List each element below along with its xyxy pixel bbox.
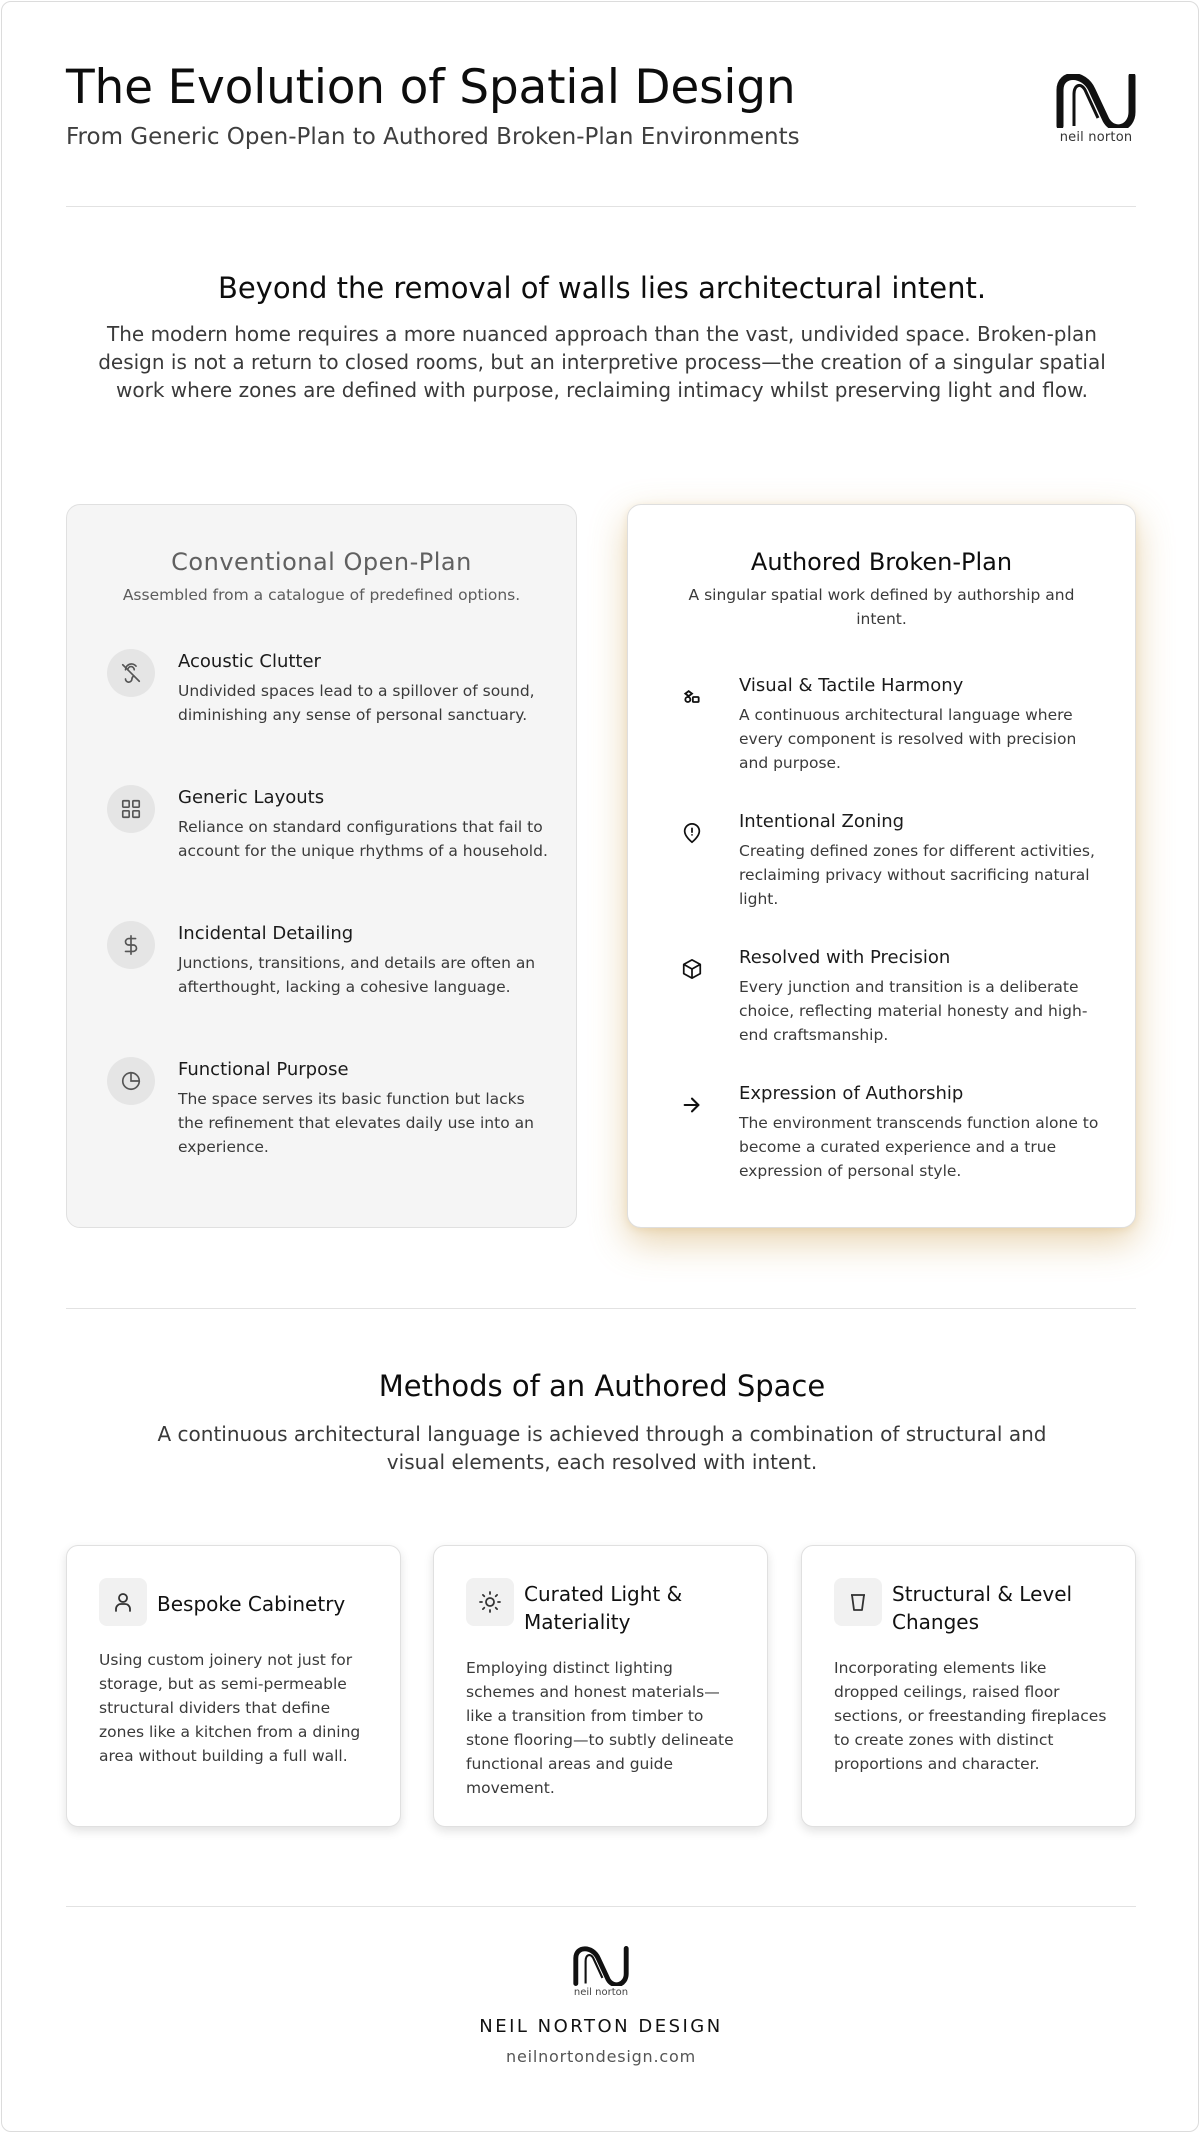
authored-broken-plan-card [627, 504, 1136, 1228]
feature-title: Resolved with Precision [739, 947, 951, 968]
nn-logo-mark-icon [573, 1946, 629, 1986]
brand-logo[interactable] [1056, 74, 1136, 145]
method-title: Curated Light & Materiality [524, 1582, 683, 1634]
feature-title: Functional Purpose [178, 1059, 349, 1080]
person-icon [99, 1578, 147, 1626]
feature-title: Visual & Tactile Harmony [739, 675, 964, 696]
feature-text: Junctions, transitions, and details are often an afterthought, lacking a cohesive language. [178, 954, 536, 996]
method-text: Using custom joinery not just for storage, but as semi-permeable structural dividers that define zones like a kitchen from a dining area without building a full wall. [99, 1651, 361, 1765]
pie-chart-icon [107, 1057, 155, 1105]
intro-body: The modern home requires a more nuanced approach than the vast, undivided space. Broken-plan design is not a return to closed rooms, but an interpretive process—the creation of a singular spatial work where zones are defined with purpose, reclaiming intimacy whilst preserving light and flow. [98, 322, 1106, 402]
footer [66, 1946, 1136, 2066]
divider [66, 1308, 1136, 1309]
card-subtitle: Assembled from a catalogue of predefined options. [122, 586, 521, 604]
page-card [1, 1, 1199, 2132]
divider [66, 206, 1136, 207]
cube-icon [668, 945, 716, 993]
nn-logo-mark-icon [1056, 74, 1136, 128]
feature-text: Undivided spaces lead to a spillover of sound, diminishing any sense of personal sanctuary. [178, 682, 535, 724]
feature-text: The space serves its basic function but lacks the refinement that elevates daily use into an experience. [178, 1090, 534, 1156]
feature-title: Expression of Authorship [739, 1083, 964, 1104]
methods-section [82, 1366, 1122, 1476]
arrow-right-icon [668, 1081, 716, 1129]
feature-title: Generic Layouts [178, 787, 325, 808]
feature-text: A continuous architectural language where every component is resolved with precision and purpose. [739, 706, 1077, 772]
logo-wordmark: neil norton [1059, 130, 1133, 145]
method-card-structural [801, 1545, 1136, 1827]
conventional-open-plan-card [66, 504, 577, 1228]
feature-title: Intentional Zoning [739, 811, 905, 832]
shapes-icon [668, 673, 716, 721]
feature-text: Every junction and transition is a deliberate choice, reflecting material honesty and high-end craftsmanship. [739, 978, 1088, 1044]
feature-text: Reliance on standard configurations that fail to account for the unique rhythms of a household. [178, 818, 548, 860]
methods-heading: Methods of an Authored Space [378, 1369, 826, 1403]
method-text: Incorporating elements like dropped ceilings, raised floor sections, or freestanding fireplaces to create zones with distinct proportions and character. [834, 1659, 1107, 1773]
page-subtitle: From Generic Open-Plan to Authored Broken-Plan Environments [66, 124, 800, 150]
sun-icon [466, 1578, 514, 1626]
planter-icon [834, 1578, 882, 1626]
method-card-light [433, 1545, 768, 1827]
footer-logo-wordmark: neil norton [573, 1987, 629, 1998]
dollar-icon [107, 921, 155, 969]
footer-company-name: NEIL NORTON DESIGN [479, 2016, 723, 2037]
method-card-cabinetry [66, 1545, 401, 1827]
footer-website-link[interactable]: neilnortondesign.com [506, 2047, 696, 2066]
intro-heading: Beyond the removal of walls lies architectural intent. [217, 271, 987, 305]
intro-section [82, 268, 1122, 404]
method-title: Bespoke Cabinetry [157, 1592, 346, 1616]
map-pin-alert-icon [668, 809, 716, 857]
feature-title: Incidental Detailing [178, 923, 354, 944]
card-title: Conventional Open-Plan [171, 548, 472, 576]
feature-text: The environment transcends function alone to become a curated experience and a true expression of personal style. [739, 1114, 1099, 1180]
card-title: Authored Broken-Plan [750, 548, 1013, 576]
method-text: Employing distinct lighting schemes and honest materials—like a transition from timber to stone flooring—to subtly delineate functional areas and guide movement. [466, 1659, 734, 1797]
feature-text: Creating defined zones for different activities, reclaiming privacy without sacrificing natural light. [739, 842, 1095, 908]
method-title: Structural & Level Changes [892, 1582, 1073, 1634]
ear-off-icon [107, 649, 155, 697]
divider [66, 1906, 1136, 1907]
methods-body: A continuous architectural language is achieved through a combination of structural and visual elements, each resolved with intent. [157, 1422, 1047, 1474]
feature-title: Acoustic Clutter [178, 651, 321, 672]
card-subtitle: A singular spatial work defined by authorship and intent. [688, 586, 1075, 628]
header [66, 58, 1136, 158]
page-title: The Evolution of Spatial Design [66, 60, 796, 115]
grid-icon [107, 785, 155, 833]
